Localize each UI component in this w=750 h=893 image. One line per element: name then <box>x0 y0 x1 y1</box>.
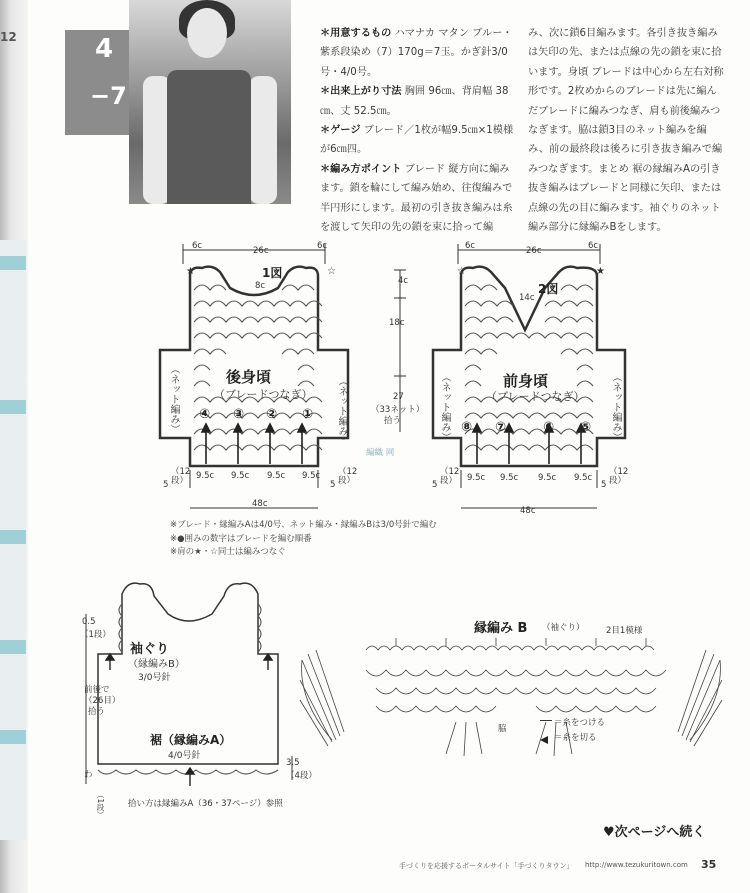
front-width: 9.5c <box>574 473 593 483</box>
hem-title: 裾（縁編みA） <box>150 733 232 747</box>
back-total-width: 48c <box>252 499 268 509</box>
front-rows-right: （12段） <box>609 467 629 486</box>
back-bottom-right: 5 <box>330 480 336 490</box>
sleeve-left-rows: （1段） <box>80 630 111 640</box>
front-title: 前身頃 <box>503 372 549 390</box>
photo-vest <box>167 70 251 204</box>
back-width: 9.5c <box>196 471 215 481</box>
braid-scallops <box>465 285 593 450</box>
middle-dim-e: 拾う <box>384 416 402 426</box>
back-rows-right: （12段） <box>338 467 358 486</box>
wa-label: わ <box>84 770 93 780</box>
sleeve-left-dim: 0.5 <box>82 617 96 627</box>
strip-chip <box>0 400 26 414</box>
sleeve-hook: 3/0号針 <box>138 673 171 683</box>
instructions-col-2 <box>528 24 724 237</box>
front-braid-num: ⑧ <box>461 420 473 435</box>
front-braid-num: ⑤ <box>580 420 592 435</box>
note-line: ※ブレード・縁編みAは4/0号、ネット編み・縁編みBは3/0号針で編む <box>170 520 437 530</box>
notes <box>170 519 500 560</box>
instruction-head: ＊ゲージ <box>320 125 361 137</box>
middle-dim-c: 27 <box>393 392 404 402</box>
strip-chip <box>0 530 26 544</box>
front-rows-left: （12段） <box>440 467 460 486</box>
section-number-top: 4 <box>95 34 114 64</box>
front-bottom-right: 5 <box>601 480 607 490</box>
front-width: 9.5c <box>500 473 519 483</box>
instruction-body: ブレード 縦方向に編みます。鎖を輪にして編み始め、往復編みで半円形にします。最初の引き抜き編みは糸を渡して矢印の先の鎖を束に拾って編 <box>320 163 513 234</box>
front-top-dim-right: 6c <box>588 241 599 251</box>
front-star-right: ★ <box>596 266 605 277</box>
strip-chip <box>0 256 26 270</box>
instruction-para <box>320 24 516 82</box>
middle-dim-d: （33ネット） <box>371 405 425 415</box>
border-b-chart <box>296 630 726 780</box>
watermark: 編織 网 <box>366 448 395 458</box>
border-b-subtitle: （袖ぐり） <box>542 623 585 633</box>
instruction-body: 胸囲 96㎝、背肩幅 38㎝、丈 52.5㎝。 <box>320 86 509 117</box>
photo-face <box>187 8 227 58</box>
finishing-diagram <box>80 574 310 794</box>
front-fig-label: 2図 <box>538 282 559 296</box>
hem-hook: 4/0号針 <box>168 751 201 761</box>
middle-dim-a: 4c <box>398 276 409 286</box>
border-b-side: 脇 <box>498 724 507 734</box>
left-page-strip <box>0 240 26 840</box>
back-width: 9.5c <box>302 471 321 481</box>
bottom-rows: （1段） <box>96 791 105 819</box>
strip-chip <box>0 640 26 654</box>
front-width: 9.5c <box>467 473 486 483</box>
model-photo <box>129 0 291 204</box>
right-dim: 3.5 <box>286 758 300 768</box>
front-side-right: （ネット編み） <box>610 372 621 442</box>
back-braid-num: ③ <box>233 407 245 422</box>
front-side-left: （ネット編み） <box>439 372 450 442</box>
legend-cut: ＝糸を切る <box>554 733 597 743</box>
instruction-para <box>320 121 516 160</box>
instruction-para <box>320 160 516 238</box>
instruction-head: ＊出来上がり寸法 <box>320 86 402 98</box>
back-top-dim-mid: 26c <box>253 246 269 256</box>
back-braid-num: ① <box>302 407 314 422</box>
instructions-col-1 <box>320 24 516 237</box>
photo-sleeve <box>249 76 277 204</box>
instruction-head: ＊編み方ポイント <box>320 163 402 175</box>
left-mid3: 拾う <box>88 707 106 717</box>
left-mid: 前後で <box>84 685 110 695</box>
page-number: 35 <box>701 858 717 871</box>
back-rows-left: （12段） <box>171 467 191 486</box>
back-width: 9.5c <box>267 471 286 481</box>
back-braid-num: ② <box>266 407 278 422</box>
note-line: ※●囲みの数字はブレードを編む順番 <box>170 533 312 544</box>
yarn-cut-symbol <box>540 736 548 744</box>
back-top-dim-right: 6c <box>317 241 328 251</box>
left-mid2: （26目） <box>84 696 121 706</box>
note-line: ※肩の★・☆同士は編みつなぐ <box>170 547 286 557</box>
front-braid-num: ⑦ <box>495 420 507 435</box>
instruction-continued: み、次に鎖6目編みます。各引き抜き編みは矢印の先、または点線の先の鎖を束に拾います。身頃 ブレードは中心から左右対称形です。2枚めからのブレードは先に編んだブレードに編みつなぎ、肩も前後編みつなぎます。脇は鎖3目のネット編みを編み、前の最終段は後ろに引き抜き編みで編みつなぎます。まとめ 裾の縁編みAの引き抜き編みはブレードと同様に矢印、または点線の先の目に編みます。袖ぐりのネット編み部分に縁編みBをします。 <box>528 28 724 234</box>
back-title: 後身頃 <box>226 368 272 386</box>
back-top-dim-left: 6c <box>192 241 203 251</box>
back-star-right: ☆ <box>327 266 336 277</box>
front-total-width: 48c <box>520 506 536 516</box>
strip-chip <box>0 730 26 744</box>
back-star-left: ★ <box>186 266 195 277</box>
back-subtitle: （ブレードつなぎ） <box>214 388 313 401</box>
footer-url: http://www.tezukuritown.com <box>585 861 688 869</box>
footer-text: 手づくりを応援するポータルサイト「手づくりタウン」 <box>399 862 574 870</box>
right-rows: （4段） <box>286 771 317 781</box>
ref-note: 拾い方は縁編みA（36・37ページ）参照 <box>128 799 283 809</box>
back-bottom-left: 5 <box>163 480 169 490</box>
section-number-bottom: −7 <box>90 82 127 110</box>
legend-join: ＝糸をつける <box>554 718 606 728</box>
front-top-dim-mid: 26c <box>526 246 542 256</box>
instruction-head: ＊用意するもの <box>320 28 392 39</box>
front-braid-num: ⑥ <box>543 420 555 435</box>
border-b-repeat: 2目1模様 <box>606 626 643 636</box>
back-side-left: （ネット編み） <box>168 364 179 434</box>
back-width: 9.5c <box>231 471 250 481</box>
border-b-title: 縁編み B <box>474 621 528 636</box>
instruction-para <box>320 82 516 121</box>
front-star-left: ☆ <box>457 266 466 277</box>
back-side-right: （ネット編み） <box>336 376 347 446</box>
front-subtitle: （ブレードつなぎ） <box>486 390 585 403</box>
sleeve-subtitle: （縁編みB） <box>128 659 185 670</box>
back-neck-dim: 8c <box>255 281 266 291</box>
left-page-number: 12 <box>0 30 17 44</box>
front-neck-dim: 14c <box>519 293 535 303</box>
front-width: 9.5c <box>538 473 557 483</box>
sleeve-title: 袖ぐり <box>130 642 170 657</box>
back-braid-num: ④ <box>199 407 211 422</box>
pickup-arrows <box>106 654 272 786</box>
front-bottom-left: 5 <box>432 480 438 490</box>
front-top-dim-left: 6c <box>465 241 476 251</box>
instruction-body: ブレード／1枚が幅9.5㎝×1模様が6㎝四。 <box>320 125 514 156</box>
yarn-join-symbol <box>540 720 552 721</box>
instruction-body: ハマナカ マタン ブルー・紫系段染め（7）170g＝7玉。かぎ針3/0号・4/0号。 <box>320 28 513 78</box>
back-fig-label: 1図 <box>262 266 283 280</box>
direction-arrows <box>473 424 585 464</box>
middle-dim-b: 18c <box>389 318 405 328</box>
continue-label: ♥次ページへ続く <box>603 825 706 840</box>
